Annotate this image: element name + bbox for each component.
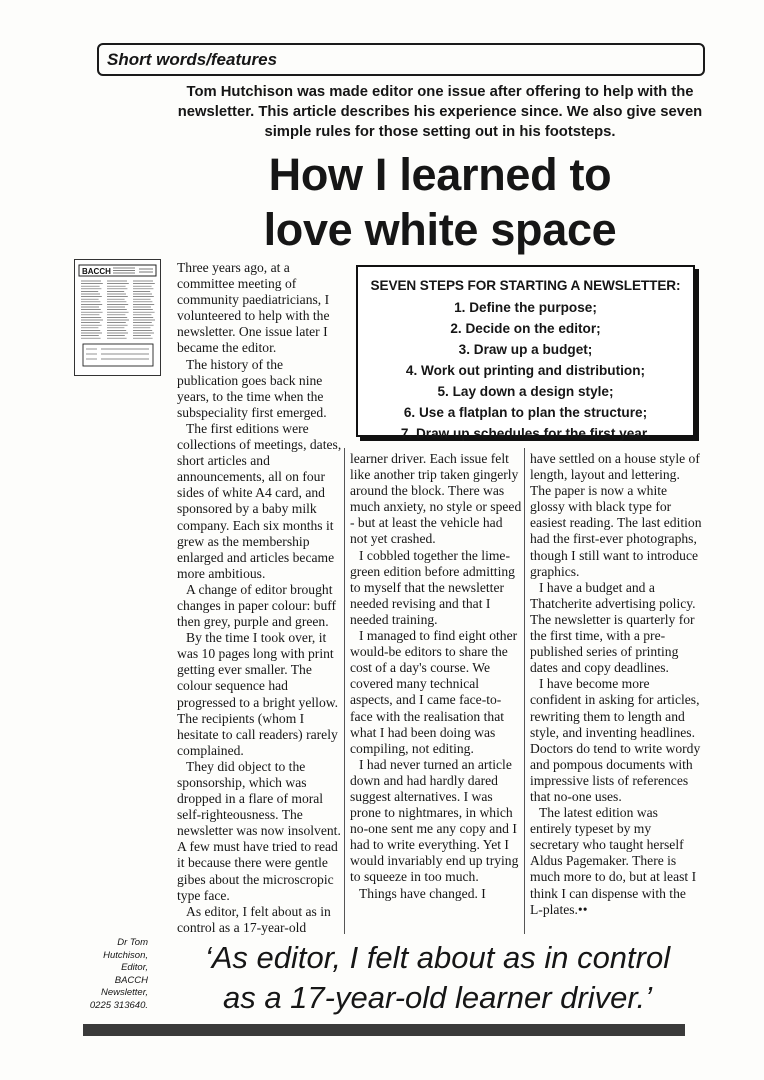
column-rule xyxy=(524,448,525,934)
paragraph: I cobbled together the lime-green edition before admitting to myself that the newsletter needed revising and that I needed training. xyxy=(350,547,515,627)
standfirst: Tom Hutchison was made editor one issue after offering to help with the newsletter. This article describes his experience since. We also give seven simple rules for those setting out in his footsteps. xyxy=(177,84,703,140)
steps-list xyxy=(358,297,693,444)
paragraph: Three years ago, at a committee meeting of community paediatricians, I volunteered to help with the newsletter. One issue later I became the editor. xyxy=(177,260,330,356)
body-column-1 xyxy=(177,260,342,936)
pull-quote xyxy=(165,938,710,1018)
paragraph: have settled on a house style of length, layout and lettering. The paper is now a white glossy with black type for easiest reading. The last edition had the first-ever photographs, though I still want to introduce graphics. xyxy=(530,451,702,579)
step-item: 5. Lay down a design style; xyxy=(437,384,614,399)
paragraph: learner driver. Each issue felt like another trip taken gingerly around the block. There was much anxiety, no style or speed - but at least the vehicle had not yet crashed. xyxy=(350,451,522,547)
byline-line: 0225 313640. xyxy=(89,999,148,1011)
paragraph: They did object to the sponsorship, which was dropped in a flare of moral self-righteousness. The newsletter was now insolvent. A few must have tried to read it because there were gentle gibes about the microscropic type face. xyxy=(177,758,341,903)
paragraph: The first editions were collections of meetings, dates, short articles and announcements, all on four sides of white A4 card, and sponsored by a baby milk company. Each six months it grew as the membership enlarged and articles became more ambitious. xyxy=(177,420,342,581)
newsletter-thumbnail xyxy=(74,259,161,376)
section-tab xyxy=(97,43,705,76)
paragraph: A change of editor brought changes in paper colour: buff then grey, purple and green. xyxy=(177,581,337,630)
bottom-rule xyxy=(83,1024,685,1036)
paragraph: As editor, I felt about as in control as a 17-year-old xyxy=(177,903,331,935)
seven-steps-box xyxy=(356,265,695,441)
paragraph: The history of the publication goes back nine years, to the time when the subspeciality first emerged. xyxy=(177,356,327,420)
step-item: 3. Draw up a budget; xyxy=(458,342,593,357)
steps-title: SEVEN STEPS FOR STARTING A NEWSLETTER: xyxy=(370,278,681,293)
body-column-3 xyxy=(530,451,702,918)
headline-line-1: How I learned to xyxy=(268,149,612,200)
pull-quote-line-2: as a 17-year-old learner driver.’ xyxy=(222,980,653,1015)
byline xyxy=(76,937,148,1012)
byline-line: Dr Tom xyxy=(117,937,148,948)
pull-quote-line-1: ‘As editor, I felt about as in control xyxy=(204,940,671,975)
paragraph: I had never turned an article down and had hardly dared suggest alternatives. I was prone to nightmares, in which no-one sent me any copy and I had to write everything. Yet I would invariably end up trying to squeeze in too much. xyxy=(350,756,519,885)
thumbnail-masthead: BACCH xyxy=(82,267,111,276)
step-item: 7. Draw up schedules for the first year. xyxy=(400,426,651,441)
column-rule xyxy=(344,448,345,934)
step-item: 4. Work out printing and distribution; xyxy=(405,363,646,378)
newsletter-cover-image xyxy=(75,260,160,375)
headline-line-2: love white space xyxy=(263,204,617,255)
paragraph: I have a budget and a Thatcherite advertising policy. The newsletter is quarterly for the first time, with a pre-published series of printing dates and copy deadlines. xyxy=(530,579,696,676)
section-label: Short words/features xyxy=(107,50,278,69)
byline-line: Hutchison, xyxy=(103,949,148,961)
paragraph: I managed to find eight other would-be editors to share the cost of a day's course. We covered many technical aspects, and I came face-to-face with the realisation that what I had been doing was compiling, not editing. xyxy=(350,628,518,756)
step-item: 1. Define the purpose; xyxy=(454,300,597,315)
byline-line: Newsletter, xyxy=(101,987,148,998)
step-item: 2. Decide on the editor; xyxy=(450,321,601,336)
byline-line: Editor, xyxy=(121,962,148,973)
paragraph: I have become more confident in asking for articles, rewriting them to length and style, and inventing headlines. Doctors do tend to write wordy and pompous documents with impressive lists of references that no-one uses. xyxy=(530,676,701,804)
paragraph: The latest edition was entirely typeset by my secretary who taught herself Aldus Pagemaker. There is much more to do, but at least I think I can dispense with the L-plates.•• xyxy=(530,805,697,917)
body-column-2 xyxy=(350,451,522,902)
paragraph: By the time I took over, it was 10 pages long with print getting ever smaller. The colour sequence had progressed to a bright yellow. The recipients (whom I hesitate to call readers) rarely complained. xyxy=(177,630,339,758)
byline-line: BACCH xyxy=(114,974,148,986)
step-item: 6. Use a flatplan to plan the structure; xyxy=(403,405,648,420)
paragraph: Things have changed. I xyxy=(359,885,486,901)
